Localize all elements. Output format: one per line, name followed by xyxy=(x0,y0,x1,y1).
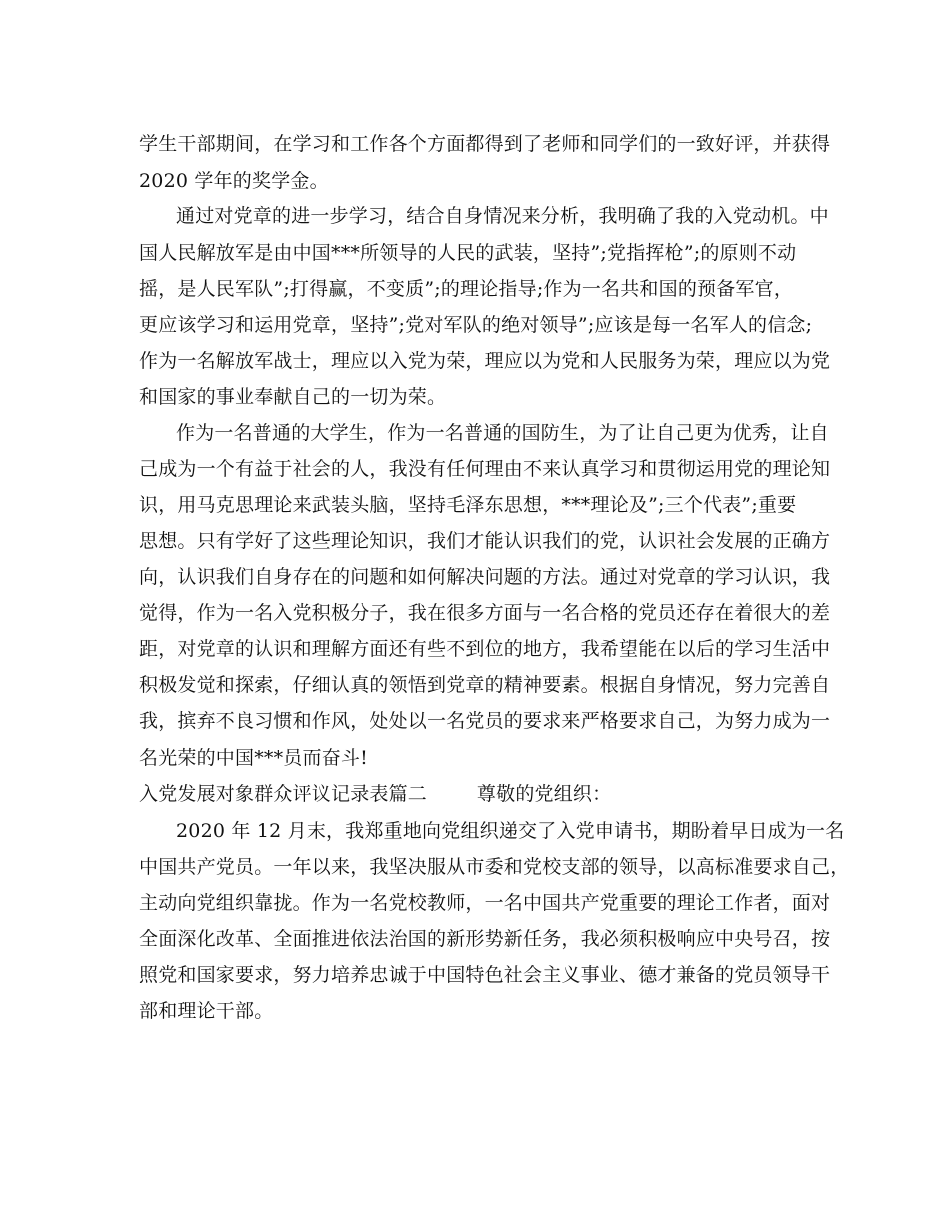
text-line: 摇，是人民军队”;打得赢，不变质”;的理论指导;作为一名共和国的预备军官， xyxy=(139,278,794,300)
text-line: 向，认识我们自身存在的问题和如何解决问题的方法。通过对党章的学习认识，我 xyxy=(139,566,831,588)
text-line: 和国家的事业奉献自己的一切为荣。 xyxy=(139,386,447,408)
text-line: 全面深化改革、全面推进依法治国的新形势新任务，我必须积极响应中央号召，按 xyxy=(139,928,831,950)
text-line: 识，用马克思理论来武装头脑，坚持毛泽东思想，***理论及”;三个代表”;重要 xyxy=(139,494,797,516)
text-line: 国人民解放军是由中国***所领导的人民的武装，坚持”;党指挥枪”;的原则不动 xyxy=(139,242,797,264)
text-line: 照党和国家要求，努力培养忠诚于中国特色社会主义事业、德才兼备的党员领导干 xyxy=(139,964,831,986)
text-line: 学生干部期间，在学习和工作各个方面都得到了老师和同学们的一致好评，并获得 xyxy=(139,133,831,155)
text-line: 2020 学年的奖学金。 xyxy=(139,170,329,192)
text-line: 部和理论干部。 xyxy=(139,1000,274,1022)
text-line: 觉得，作为一名入党积极分子，我在很多方面与一名合格的党员还存在着很大的差 xyxy=(139,602,831,624)
text-line: 名光荣的中国***员而奋斗! xyxy=(139,747,368,769)
text-line: 积极发觉和探索，仔细认真的领悟到党章的精神要素。根据自身情况，努力完善自 xyxy=(139,674,831,696)
text-line: 距，对党章的认识和理解方面还有些不到位的地方，我希望能在以后的学习生活中 xyxy=(139,638,831,660)
text-line: 己成为一个有益于社会的人，我没有任何理由不来认真学习和贯彻运用党的理论知 xyxy=(139,458,831,480)
section-heading: 入党发展对象群众评议记录表篇二 尊敬的党组织： xyxy=(139,783,612,805)
text-line: 中国共产党员。一年以来，我坚决服从市委和党校支部的领导，以高标准要求自己， xyxy=(139,856,850,878)
text-line: 作为一名普通的大学生，作为一名普通的国防生，为了让自己更为优秀，让自 xyxy=(176,422,829,444)
text-line: 思想。只有学好了这些理论知识，我们才能认识我们的党，认识社会发展的正确方 xyxy=(139,530,831,552)
text-line: 主动向党组织靠拢。作为一名党校教师，一名中国共产党重要的理论工作者，面对 xyxy=(139,892,831,914)
text-line: 作为一名解放军战士，理应以入党为荣，理应以为党和人民服务为荣，理应以为党 xyxy=(139,350,831,372)
text-line: 通过对党章的进一步学习，结合自身情况来分析，我明确了我的入党动机。中 xyxy=(176,205,829,227)
text-line: 更应该学习和运用党章，坚持”;党对军队的绝对领导”;应该是每一名军人的信念; xyxy=(139,314,813,336)
text-line: 我，摈弃不良习惯和作风，处处以一名党员的要求来严格要求自己，为努力成为一 xyxy=(139,710,831,732)
text-line: 2020 年 12 月末，我郑重地向党组织递交了入党申请书，期盼着早日成为一名 xyxy=(176,820,845,842)
